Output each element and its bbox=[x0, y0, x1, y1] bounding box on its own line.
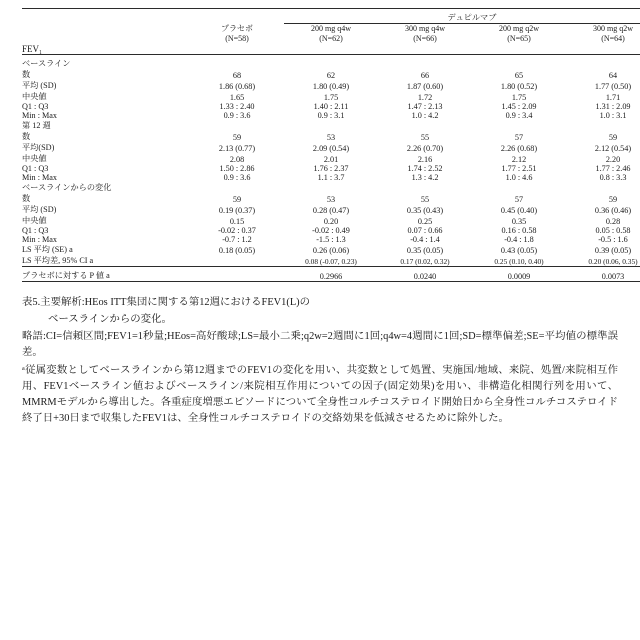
cell-value: 0.35 bbox=[511, 217, 527, 226]
cell-value: 0.15 bbox=[229, 217, 245, 226]
row-label: Min : Max bbox=[22, 111, 58, 120]
row-label: 中央値 bbox=[22, 154, 47, 163]
table-row bbox=[22, 204, 640, 215]
row-label: 中央値 bbox=[22, 92, 47, 101]
row-label: Q1 : Q3 bbox=[22, 164, 49, 173]
cell-value: 0.9 : 3.4 bbox=[505, 111, 533, 120]
cell-value bbox=[190, 255, 284, 267]
column-header-200mg-q2w-n: (N=65) bbox=[507, 34, 531, 43]
cell-value: 0.2966 bbox=[319, 272, 343, 281]
caption-title-line1: 表5.主要解析:HEos ITT集団に関する第12週におけるFEV1(L)の bbox=[22, 297, 311, 308]
row-label: 平均 (SD) bbox=[22, 81, 57, 90]
section-title-change-from-baseline: ベースラインからの変化 bbox=[22, 183, 112, 192]
cell-value: 2.12 bbox=[511, 155, 527, 164]
column-header-placebo-n: (N=58) bbox=[225, 34, 249, 43]
section-title-row bbox=[22, 58, 640, 69]
table-row bbox=[22, 102, 640, 111]
cell-value: 59 bbox=[608, 195, 618, 204]
cell-value: 68 bbox=[232, 71, 242, 80]
column-header-300mg-q4w bbox=[378, 24, 472, 45]
column-header-200mg-q4w-name: 200 mg q4w bbox=[311, 24, 351, 33]
cell-value: 0.43 (0.05) bbox=[500, 246, 538, 255]
cell-value: 1.45 : 2.09 bbox=[501, 102, 537, 111]
cell-value: 2.01 bbox=[323, 155, 339, 164]
row-label: Q1 : Q3 bbox=[22, 226, 49, 235]
column-header-row bbox=[22, 24, 640, 45]
cell-value: 1.0 : 4.6 bbox=[505, 173, 533, 182]
cell-value: 1.3 : 4.2 bbox=[411, 173, 439, 182]
column-header-300mg-q2w bbox=[566, 24, 640, 45]
cell-value: 2.20 bbox=[605, 155, 621, 164]
column-header-200mg-q2w bbox=[472, 24, 566, 45]
row-label: 数 bbox=[22, 194, 31, 203]
cell-value: 0.16 : 0.58 bbox=[501, 226, 537, 235]
table-row bbox=[22, 193, 640, 204]
cell-value: 0.26 (0.06) bbox=[312, 246, 350, 255]
row-label: 平均 (SD) bbox=[22, 205, 57, 214]
cell-value: -1.5 : 1.3 bbox=[316, 235, 346, 244]
caption-title-line2: ベースラインからの変化。 bbox=[48, 314, 172, 326]
cell-value: 1.86 (0.68) bbox=[218, 82, 256, 91]
group-header-row bbox=[22, 12, 640, 24]
row-label: 数 bbox=[22, 70, 31, 79]
cell-value: 0.9 : 3.6 bbox=[223, 111, 251, 120]
cell-value: 0.20 bbox=[323, 217, 339, 226]
table-row bbox=[22, 153, 640, 164]
cell-value: 0.18 (0.05) bbox=[218, 246, 256, 255]
cell-value: 2.26 (0.68) bbox=[500, 144, 538, 153]
table-row bbox=[22, 142, 640, 153]
table-body bbox=[22, 9, 640, 286]
cell-value: 2.12 (0.54) bbox=[594, 144, 632, 153]
cell-value: -0.4 : 1.8 bbox=[504, 235, 534, 244]
column-header-300mg-q4w-n: (N=66) bbox=[413, 34, 437, 43]
column-header-200mg-q2w-name: 200 mg q2w bbox=[499, 24, 539, 33]
row-label: Min : Max bbox=[22, 235, 58, 244]
cell-value: 0.35 (0.43) bbox=[406, 206, 444, 215]
column-header-300mg-q2w-name: 300 mg q2w bbox=[593, 24, 633, 33]
cell-value: -0.02 : 0.37 bbox=[218, 226, 256, 235]
cell-value: 62 bbox=[326, 71, 336, 80]
row-label-header-spacer bbox=[22, 24, 190, 45]
cell-value: 0.28 bbox=[605, 217, 621, 226]
row-label: 平均(SD) bbox=[22, 143, 55, 152]
column-header-200mg-q4w-n: (N=62) bbox=[319, 34, 343, 43]
cell-value: 0.35 (0.05) bbox=[406, 246, 444, 255]
cell-value: -0.4 : 1.4 bbox=[410, 235, 440, 244]
cell-value: 0.36 (0.46) bbox=[594, 206, 632, 215]
cell-value: 53 bbox=[326, 195, 336, 204]
column-header-placebo-name: プラセボ bbox=[221, 24, 253, 33]
section-title-row bbox=[22, 182, 640, 193]
table-row bbox=[22, 173, 640, 182]
cell-value: 1.65 bbox=[229, 93, 245, 102]
cell-value: 59 bbox=[232, 133, 242, 142]
cell-value: 1.77 : 2.51 bbox=[501, 164, 537, 173]
cell-value: 1.47 : 2.13 bbox=[407, 102, 443, 111]
cell-value: 1.75 bbox=[323, 93, 339, 102]
table-row bbox=[22, 69, 640, 80]
cell-value: 1.74 : 2.52 bbox=[407, 164, 443, 173]
cell-value: 1.77 : 2.46 bbox=[595, 164, 631, 173]
table-row bbox=[22, 244, 640, 255]
cell-value: 2.08 bbox=[229, 155, 245, 164]
cell-value: 1.80 (0.49) bbox=[312, 82, 350, 91]
cell-value: 0.25 (0.10, 0.40) bbox=[494, 257, 544, 266]
table-row bbox=[22, 164, 640, 173]
column-header-placebo bbox=[190, 24, 284, 45]
cell-value: 0.45 (0.40) bbox=[500, 206, 538, 215]
cell-value: 2.13 (0.77) bbox=[218, 144, 256, 153]
table-row bbox=[22, 226, 640, 235]
row-label: Q1 : Q3 bbox=[22, 102, 49, 111]
cell-value: 0.05 : 0.58 bbox=[595, 226, 631, 235]
cell-value: 55 bbox=[420, 195, 430, 204]
cell-value bbox=[190, 270, 284, 282]
cell-value: 66 bbox=[420, 71, 430, 80]
table-row bbox=[22, 111, 640, 120]
cell-value: 1.71 bbox=[605, 93, 621, 102]
cell-value: 59 bbox=[232, 195, 242, 204]
cell-value: 0.0240 bbox=[413, 272, 437, 281]
cell-value: 1.87 (0.60) bbox=[406, 82, 444, 91]
cell-value: 1.31 : 2.09 bbox=[595, 102, 631, 111]
row-label: プラセボに対する P 値 a bbox=[22, 271, 110, 280]
cell-value: 0.08 (-0.07, 0.23) bbox=[305, 257, 357, 266]
cell-value: 0.25 bbox=[417, 217, 433, 226]
row-label-header-row bbox=[22, 44, 640, 55]
cell-value: 0.9 : 3.6 bbox=[223, 173, 251, 182]
cell-value: 0.9 : 3.1 bbox=[317, 111, 345, 120]
cell-value: 1.80 (0.52) bbox=[500, 82, 538, 91]
row-label: LS 平均 (SE) a bbox=[22, 245, 73, 254]
cell-value: 1.75 bbox=[511, 93, 527, 102]
table-row bbox=[22, 131, 640, 142]
cell-value: 1.40 : 2.11 bbox=[313, 102, 349, 111]
cell-value: 0.28 (0.47) bbox=[312, 206, 350, 215]
section-title-week12: 第 12 週 bbox=[22, 121, 51, 130]
cell-value: 1.0 : 3.1 bbox=[599, 111, 627, 120]
row-label: LS 平均差, 95% CI a bbox=[22, 256, 94, 265]
column-header-200mg-q4w bbox=[284, 24, 378, 45]
row-label-header: FEV₁ bbox=[22, 44, 43, 54]
cell-value: 1.77 (0.50) bbox=[594, 82, 632, 91]
cell-value: 55 bbox=[420, 133, 430, 142]
column-header-300mg-q2w-n: (N=64) bbox=[601, 34, 625, 43]
cell-value: -0.5 : 1.6 bbox=[598, 235, 628, 244]
cell-value: 57 bbox=[514, 195, 524, 204]
group-header-dupilumab: デュピルマブ bbox=[284, 12, 640, 24]
cell-value: 57 bbox=[514, 133, 524, 142]
cell-value: 1.76 : 2.37 bbox=[313, 164, 349, 173]
cell-value: 59 bbox=[608, 133, 618, 142]
row-label: 数 bbox=[22, 132, 31, 141]
cell-value: 64 bbox=[608, 71, 618, 80]
cell-value: 2.26 (0.70) bbox=[406, 144, 444, 153]
cell-value: 0.39 (0.05) bbox=[594, 246, 632, 255]
column-header-300mg-q4w-name: 300 mg q4w bbox=[405, 24, 445, 33]
row-label: Min : Max bbox=[22, 173, 58, 182]
row-label: 中央値 bbox=[22, 216, 47, 225]
cell-value: 2.09 (0.54) bbox=[312, 144, 350, 153]
table-row bbox=[22, 215, 640, 226]
table-row bbox=[22, 235, 640, 244]
cell-value: 0.07 : 0.66 bbox=[407, 226, 443, 235]
cell-value: 1.72 bbox=[417, 93, 433, 102]
section-title-baseline: ベースライン bbox=[22, 59, 71, 68]
cell-value: -0.02 : 0.49 bbox=[312, 226, 350, 235]
cell-value: 65 bbox=[514, 71, 524, 80]
section-title-row bbox=[22, 120, 640, 131]
table-row bbox=[22, 80, 640, 91]
group-header-placebo-spacer bbox=[190, 12, 284, 24]
cell-value: 0.17 (0.02, 0.32) bbox=[400, 257, 450, 266]
table-row-pvalue bbox=[22, 270, 640, 282]
table-row bbox=[22, 255, 640, 267]
cell-value: 1.33 : 2.40 bbox=[219, 102, 255, 111]
cell-value: 53 bbox=[326, 133, 336, 142]
cell-value: 1.50 : 2.86 bbox=[219, 164, 255, 173]
cell-value: 0.19 (0.37) bbox=[218, 206, 256, 215]
table-caption bbox=[22, 295, 618, 427]
cell-value: 1.1 : 3.7 bbox=[317, 173, 345, 182]
caption-footnote-a: ᵃ従属変数としてベースラインから第12週までのFEV1の変化を用い、共変数として処置、実施国/地域、来院、処置/来院相互作用、FEV1ベースライン値およびベースライン/来院相互作用についての因子(固定効果)を用い、非構造化相関行列を用いて、MMRMモデルから導出した。各重症度増悪エピソードについて全身性コルチコステロイド開始日から全身性コルチコステロイド終了日+30日まで収集したFEV1は、全身性コルチコステロイドの交絡効果を低減させるために除外した。 bbox=[22, 364, 618, 424]
cell-value: 0.0009 bbox=[507, 272, 531, 281]
cell-value: 2.16 bbox=[417, 155, 433, 164]
table-row bbox=[22, 91, 640, 102]
cell-value: -0.7 : 1.2 bbox=[222, 235, 252, 244]
caption-abbreviations: 略語:CI=信頼区間;FEV1=1秒量;HEos=高好酸球;LS=最小二乗;q2w=2週間に1回;q4w=4週間に1回;SD=標準偏差;SE=平均値の標準誤差。 bbox=[22, 331, 618, 359]
table-bottom-rule bbox=[22, 282, 640, 286]
cell-value: 0.20 (0.06, 0.35) bbox=[588, 257, 638, 266]
cell-value: 0.0073 bbox=[601, 272, 625, 281]
group-header-spacer bbox=[22, 12, 190, 24]
results-table bbox=[22, 8, 640, 285]
cell-value: 1.0 : 4.2 bbox=[411, 111, 439, 120]
cell-value: 0.8 : 3.3 bbox=[599, 173, 627, 182]
